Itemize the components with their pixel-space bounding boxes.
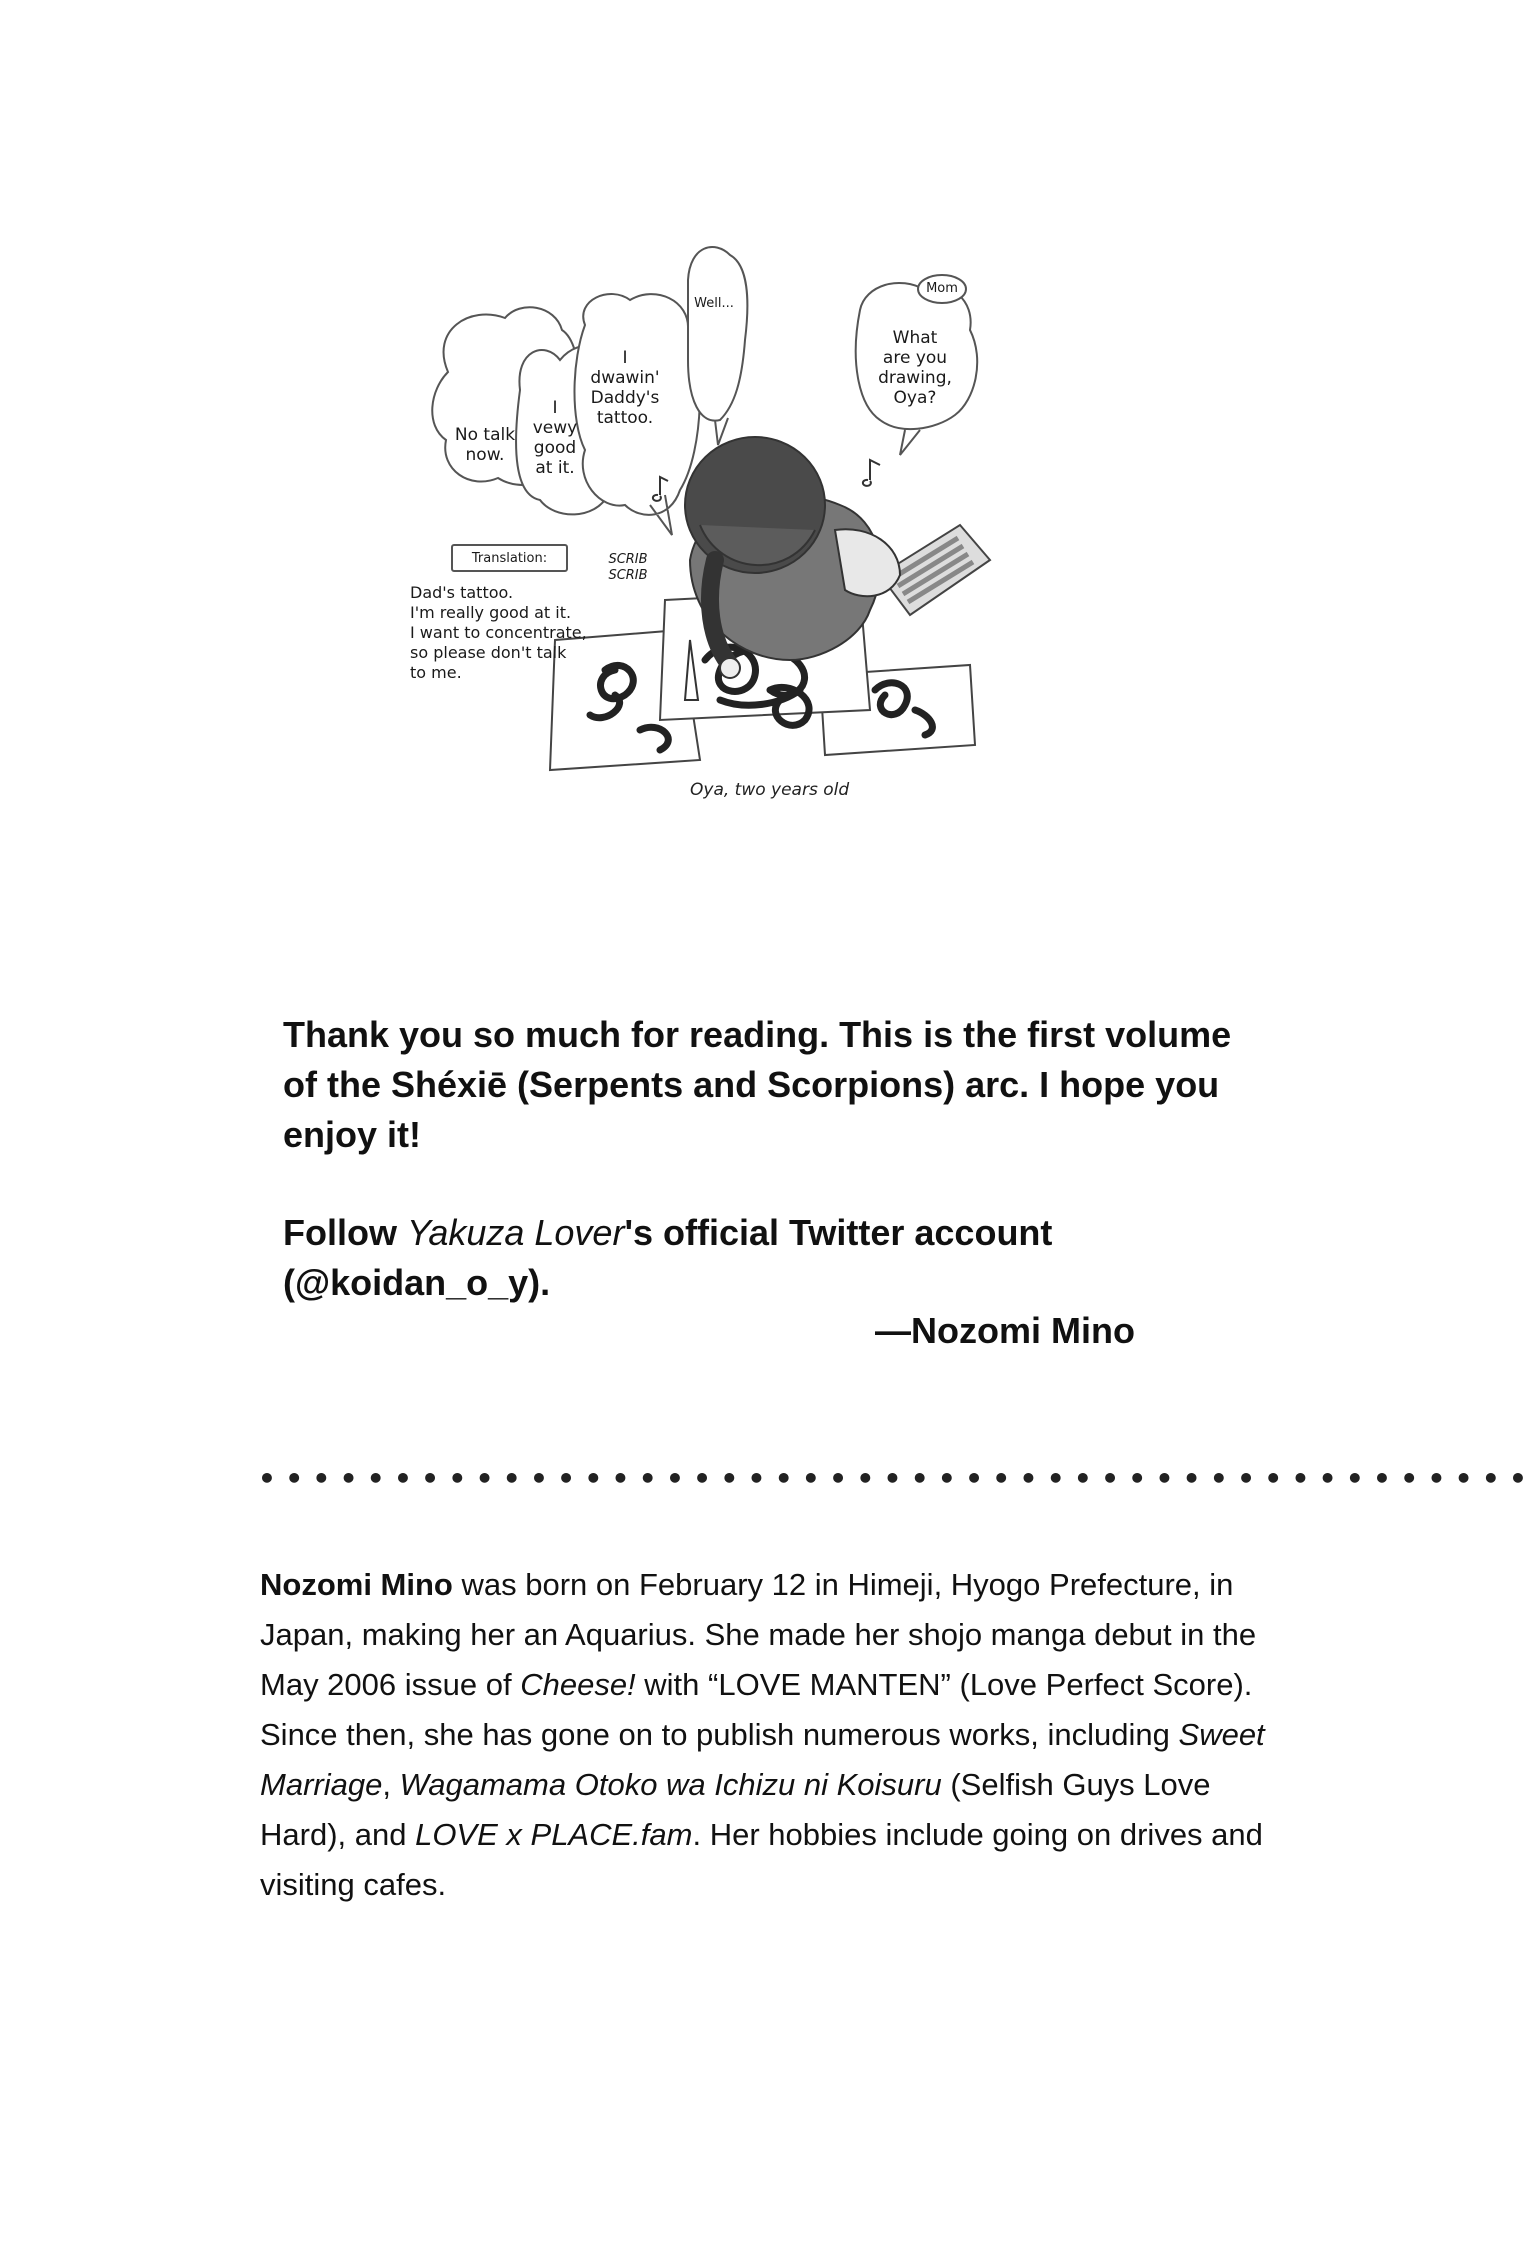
translation-label: Translation: (471, 551, 548, 566)
bubble-text-well: Well... (694, 296, 734, 311)
author-bio (260, 1560, 1280, 1910)
dotted-separator: ••••••••••••••••••••••••••••••••••••••••••••••• (258, 1462, 1536, 1495)
bio-wagamama-title: Wagamama Otoko wa Ichizu ni Koisuru (399, 1767, 942, 1802)
note-signature: —Nozomi Mino (875, 1310, 1135, 1351)
bio-love-place-title: LOVE x PLACE.fam (415, 1817, 693, 1852)
bio-cheese-title: Cheese! (520, 1667, 636, 1702)
bubble-text-vewy-good: I vewy good at it. (532, 398, 578, 478)
bubble-text-what-drawing: What are you drawing, Oya? (878, 328, 952, 408)
note-p2-after: 's official Twitter account (@koidan_o_y). (283, 1212, 1053, 1303)
child-legs (835, 529, 900, 596)
note-p2-before: Follow (283, 1212, 407, 1253)
oya-drawing-illustration (0, 0, 1500, 880)
bio-text-4: (Selfish Guys Love Hard), and (260, 1767, 1211, 1852)
author-note (283, 1010, 1263, 1356)
translation-text: Dad's tattoo. I'm really good at it. I want to concentrate, so please don't talk to me. (410, 583, 587, 682)
note-paragraph-1: Thank you so much for reading. This is the first volume of the Shéxiē (Serpents and Scorpions) arc. I hope you enjoy it! (283, 1014, 1232, 1155)
bubble-text-dwawin: I dwawin' Daddy's tattoo. (590, 348, 660, 428)
bio-text-3: , (382, 1767, 400, 1802)
music-note-icon (863, 460, 880, 486)
bio-name: Nozomi Mino (260, 1567, 453, 1602)
bio-sweet-marriage-title: Sweet Marriage (260, 1717, 1265, 1802)
illustration-caption: Oya, two years old (690, 780, 850, 800)
note-p2-title: Yakuza Lover (406, 1212, 625, 1253)
bubble-text-no-talk: No talk now. (454, 425, 516, 465)
bio-text-5: . Her hobbies include going on drives and visiting cafes. (260, 1817, 1263, 1902)
sfx-scrib: SCRIB SCRIB (608, 552, 648, 583)
bio-text-1: was born on February 12 in Himeji, Hyogo Prefecture, in Japan, making her an Aquarius. She made her shojo manga debut in the May 2006 issue of (260, 1567, 1257, 1702)
note-paragraph-2 (283, 1208, 1263, 1308)
bio-text-2: with “LOVE MANTEN” (Love Perfect Score). Since then, she has gone on to publish numerous works, including (260, 1667, 1253, 1752)
bubble-text-mom-tag: Mom (926, 281, 958, 296)
